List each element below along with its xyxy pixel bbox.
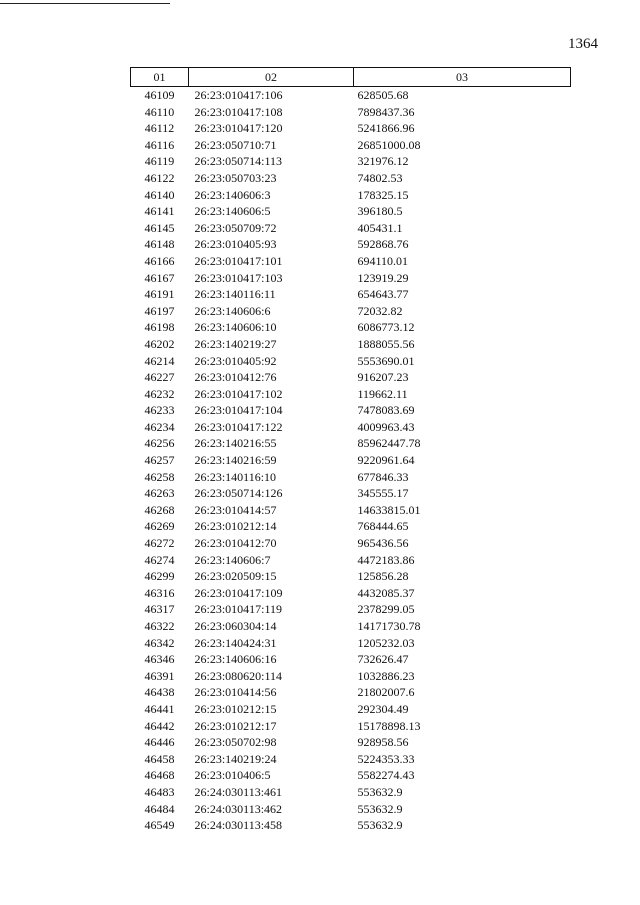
value-cell: 553632.9: [357, 801, 403, 816]
row-id-cell: 46141: [144, 204, 175, 219]
cadastral-number-cell: 26:23:050709:72: [194, 220, 277, 235]
value-cell: 553632.9: [357, 818, 403, 833]
cadastral-number-cell: 26:23:140606:5: [194, 204, 271, 219]
cadastral-number-cell: 26:23:050710:71: [194, 137, 277, 152]
cadastral-number-cell: 26:23:140219:27: [194, 336, 277, 351]
cadastral-number-cell: 26:23:140606:10: [194, 320, 277, 335]
value-cell: 768444.65: [357, 519, 409, 534]
cadastral-number-cell: 26:23:010212:14: [194, 519, 277, 534]
table-row: [131, 668, 571, 685]
cadastral-number-cell: 26:24:030113:462: [194, 801, 283, 816]
table-row: [131, 568, 571, 585]
cadastral-number-cell: 26:23:140606:6: [194, 303, 271, 318]
row-id-cell: 46258: [144, 469, 175, 484]
cadastral-number-cell: 26:23:050714:113: [194, 154, 283, 169]
cadastral-number-cell: 26:24:030113:461: [194, 784, 283, 799]
table-row: [131, 485, 571, 502]
value-cell: 5582274.43: [357, 768, 415, 783]
row-id-cell: 46316: [144, 585, 175, 600]
data-table: [130, 67, 571, 834]
table-row: [131, 386, 571, 403]
table-row: [131, 767, 571, 784]
row-id-cell: 46458: [144, 751, 175, 766]
table-row: [131, 336, 571, 353]
value-cell: 694110.01: [357, 253, 409, 268]
row-id-cell: 46167: [144, 270, 175, 285]
row-id-cell: 46234: [144, 419, 175, 434]
row-id-cell: 46322: [144, 619, 175, 633]
table-row: [131, 120, 571, 137]
table-row: [131, 801, 571, 818]
value-cell: 1032886.23: [357, 668, 415, 683]
row-id-cell: 46202: [144, 336, 175, 351]
table-row: [131, 170, 571, 187]
value-cell: 628505.68: [357, 88, 409, 102]
cadastral-number-cell: 26:23:140116:11: [194, 287, 276, 302]
value-cell: 123919.29: [357, 270, 409, 285]
row-id-cell: 46227: [144, 370, 175, 385]
table-row: [131, 535, 571, 552]
row-id-cell: 46268: [144, 502, 175, 517]
value-cell: 21802007.6: [357, 685, 415, 700]
cadastral-number-cell: 26:23:010417:106: [194, 88, 283, 102]
row-id-cell: 46317: [144, 602, 175, 617]
table-row: [131, 601, 571, 618]
row-id-cell: 46256: [144, 436, 175, 451]
value-cell: 7898437.36: [357, 104, 415, 119]
cadastral-number-cell: 26:23:010417:119: [194, 602, 283, 617]
row-id-cell: 46272: [144, 536, 175, 551]
cadastral-number-cell: 26:23:010414:56: [194, 685, 277, 700]
row-id-cell: 46257: [144, 453, 175, 468]
cadastral-number-cell: 26:23:010417:101: [194, 253, 283, 268]
table-row: [131, 552, 571, 569]
table-row: [131, 220, 571, 237]
row-id-cell: 46274: [144, 552, 175, 567]
value-cell: 292304.49: [357, 701, 409, 716]
value-cell: 85962447.78: [357, 436, 421, 451]
table-row: [131, 751, 571, 768]
table-row: [131, 435, 571, 452]
page-number: 1364: [568, 36, 598, 52]
cadastral-number-cell: 26:23:010412:70: [194, 536, 277, 551]
value-cell: 965436.56: [357, 536, 409, 551]
cadastral-number-cell: 26:23:010417:102: [194, 386, 283, 401]
value-cell: 345555.17: [357, 486, 409, 501]
table-row: [131, 286, 571, 303]
row-id-cell: 46346: [144, 652, 175, 667]
cadastral-number-cell: 26:23:140219:24: [194, 751, 277, 766]
cadastral-number-cell: 26:23:140606:7: [194, 552, 271, 567]
cadastral-number-cell: 26:23:060304:14: [194, 619, 277, 633]
cadastral-number-cell: 26:23:010417:122: [194, 419, 283, 434]
column-header-03: 03: [354, 68, 571, 87]
table-row: [131, 784, 571, 801]
table-row: [131, 817, 571, 834]
table-row: [131, 585, 571, 602]
table-row: [131, 651, 571, 668]
column-header-02: 02: [189, 68, 354, 87]
row-id-cell: 46119: [144, 154, 175, 169]
value-cell: 5553690.01: [357, 353, 415, 368]
table-row: [131, 253, 571, 270]
row-id-cell: 46484: [144, 801, 175, 816]
table-row: [131, 369, 571, 386]
cadastral-number-cell: 26:23:010417:103: [194, 270, 283, 285]
row-id-cell: 46391: [144, 668, 175, 683]
table-row: [131, 469, 571, 486]
table-row: [131, 502, 571, 519]
cadastral-number-cell: 26:23:010212:17: [194, 718, 277, 733]
value-cell: 321976.12: [357, 154, 409, 169]
table-row: [131, 236, 571, 253]
cadastral-number-cell: 26:23:010405:93: [194, 237, 277, 252]
value-cell: 654643.77: [357, 287, 409, 302]
cadastral-number-cell: 26:23:140216:55: [194, 436, 277, 451]
row-id-cell: 46446: [144, 735, 175, 750]
cadastral-number-cell: 26:23:050703:23: [194, 170, 277, 185]
cadastral-number-cell: 26:23:010417:109: [194, 585, 283, 600]
row-id-cell: 46549: [144, 818, 175, 833]
table-row: [131, 452, 571, 469]
table-row: [131, 353, 571, 370]
table-row: [131, 137, 571, 154]
row-id-cell: 46232: [144, 386, 175, 401]
row-id-cell: 46122: [144, 170, 175, 185]
value-cell: 396180.5: [357, 204, 403, 219]
row-id-cell: 46233: [144, 403, 175, 418]
top-rule: [0, 3, 170, 4]
value-cell: 4009963.43: [357, 419, 415, 434]
table-row: [131, 187, 571, 204]
cadastral-number-cell: 26:23:010412:76: [194, 370, 277, 385]
table-row: [131, 319, 571, 336]
cadastral-number-cell: 26:23:140424:31: [194, 635, 277, 650]
cadastral-number-cell: 26:23:010417:120: [194, 121, 283, 136]
table-row: [131, 402, 571, 419]
cadastral-number-cell: 26:23:140606:16: [194, 652, 277, 667]
table-row: [131, 618, 571, 635]
row-id-cell: 46140: [144, 187, 175, 202]
row-id-cell: 46148: [144, 237, 175, 252]
cadastral-number-cell: 26:23:140606:3: [194, 187, 271, 202]
cadastral-number-cell: 26:23:010414:57: [194, 502, 277, 517]
row-id-cell: 46263: [144, 486, 175, 501]
row-id-cell: 46110: [144, 104, 175, 119]
row-id-cell: 46442: [144, 718, 175, 733]
table-row: [131, 419, 571, 436]
row-id-cell: 46483: [144, 784, 175, 799]
row-id-cell: 46214: [144, 353, 175, 368]
value-cell: 592868.76: [357, 237, 409, 252]
value-cell: 9220961.64: [357, 453, 415, 468]
value-cell: 6086773.12: [357, 320, 415, 335]
row-id-cell: 46112: [144, 121, 175, 136]
value-cell: 119662.11: [357, 386, 408, 401]
cadastral-number-cell: 26:24:030113:458: [194, 818, 283, 833]
table-row: [131, 87, 571, 104]
value-cell: 14171730.78: [357, 619, 421, 633]
row-id-cell: 46145: [144, 220, 175, 235]
cadastral-number-cell: 26:23:010406:5: [194, 768, 271, 783]
table-row: [131, 701, 571, 718]
cadastral-number-cell: 26:23:050702:98: [194, 735, 277, 750]
table-row: [131, 734, 571, 751]
value-cell: 178325.15: [357, 187, 409, 202]
value-cell: 72032.82: [357, 303, 403, 318]
table-row: [131, 684, 571, 701]
value-cell: 4472183.86: [357, 552, 415, 567]
row-id-cell: 46166: [144, 253, 175, 268]
value-cell: 1888055.56: [357, 336, 415, 351]
value-cell: 15178898.13: [357, 718, 421, 733]
row-id-cell: 46299: [144, 569, 175, 584]
value-cell: 14633815.01: [357, 502, 421, 517]
table-row: [131, 303, 571, 320]
cadastral-number-cell: 26:23:140216:59: [194, 453, 277, 468]
value-cell: 928958.56: [357, 735, 409, 750]
table-row: [131, 518, 571, 535]
row-id-cell: 46197: [144, 303, 175, 318]
table-row: [131, 104, 571, 121]
value-cell: 125856.28: [357, 569, 409, 584]
column-header-01: 01: [131, 68, 189, 87]
cadastral-number-cell: 26:23:010417:104: [194, 403, 283, 418]
table-header-row: [131, 68, 571, 87]
value-cell: 553632.9: [357, 784, 403, 799]
cadastral-number-cell: 26:23:140116:10: [194, 469, 277, 484]
value-cell: 2378299.05: [357, 602, 415, 617]
cadastral-number-cell: 26:23:080620:114: [194, 668, 283, 683]
value-cell: 916207.23: [357, 370, 409, 385]
cadastral-number-cell: 26:23:010212:15: [194, 701, 277, 716]
value-cell: 5241866.96: [357, 121, 415, 136]
cadastral-number-cell: 26:23:050714:126: [194, 486, 283, 501]
row-id-cell: 46198: [144, 320, 175, 335]
cadastral-number-cell: 26:23:010417:108: [194, 104, 283, 119]
table-row: [131, 153, 571, 170]
value-cell: 4432085.37: [357, 585, 415, 600]
value-cell: 5224353.33: [357, 751, 415, 766]
value-cell: 732626.47: [357, 652, 409, 667]
table-row: [131, 718, 571, 735]
row-id-cell: 46191: [144, 287, 175, 302]
value-cell: 1205232.03: [357, 635, 415, 650]
row-id-cell: 46342: [144, 635, 175, 650]
row-id-cell: 46269: [144, 519, 175, 534]
row-id-cell: 46109: [144, 88, 175, 102]
table-row: [131, 270, 571, 287]
row-id-cell: 46438: [144, 685, 175, 700]
value-cell: 26851000.08: [357, 137, 421, 152]
cadastral-number-cell: 26:23:010405:92: [194, 353, 277, 368]
row-id-cell: 46116: [144, 137, 175, 152]
value-cell: 7478083.69: [357, 403, 415, 418]
table-body: [131, 87, 571, 834]
row-id-cell: 46468: [144, 768, 175, 783]
table-row: [131, 635, 571, 652]
value-cell: 74802.53: [357, 170, 403, 185]
value-cell: 677846.33: [357, 469, 409, 484]
row-id-cell: 46441: [144, 701, 175, 716]
value-cell: 405431.1: [357, 220, 403, 235]
table-row: [131, 203, 571, 220]
cadastral-number-cell: 26:23:020509:15: [194, 569, 277, 584]
